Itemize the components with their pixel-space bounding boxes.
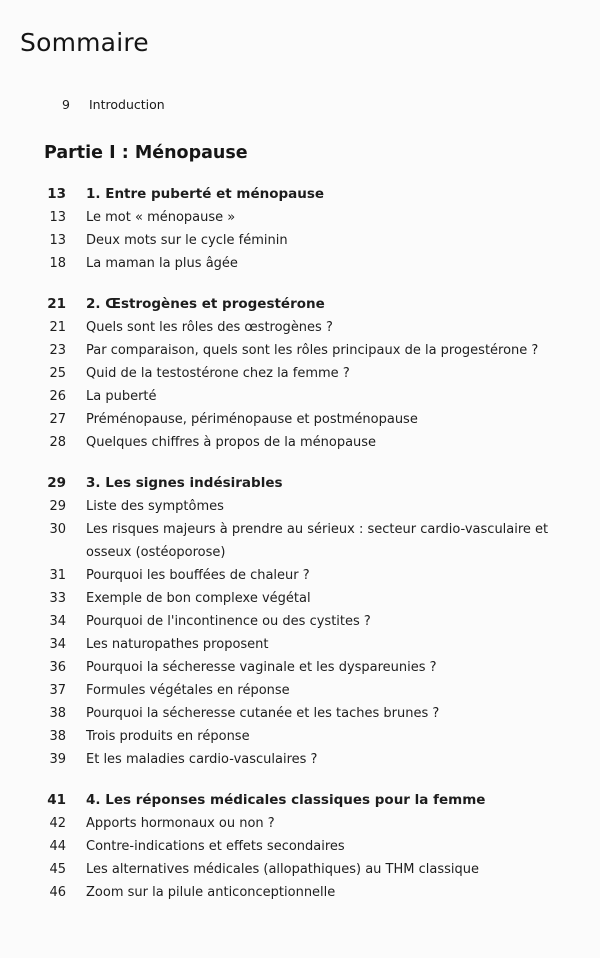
chapter-page-number: 41 [47,792,66,808]
list-item[interactable] [0,518,600,564]
item-page-number: 31 [49,568,66,583]
item-page-number: 13 [49,233,66,248]
chapter-1 [0,183,600,275]
part-title: Partie I : Ménopause [44,143,248,163]
chapter-title: 1. Entre puberté et ménopause [86,186,325,202]
item-page-number: 23 [49,343,66,358]
item-page-number: 45 [49,862,66,877]
item-label: La maman la plus âgée [86,256,238,271]
chapter-heading[interactable] [0,789,600,812]
item-page-number: 30 [49,522,66,537]
page-title: Sommaire [20,28,149,57]
table-of-contents [0,183,600,922]
item-page-number: 36 [49,660,66,675]
item-page-number: 26 [49,389,66,404]
item-page-number: 34 [49,637,66,652]
item-label: Trois produits en réponse [86,729,250,744]
item-label: Zoom sur la pilule anticonceptionnelle [86,885,336,900]
chapter-page-number: 13 [47,186,66,202]
item-page-number: 34 [49,614,66,629]
chapter-4 [0,789,600,904]
item-page-number: 38 [49,706,66,721]
item-label: Les naturopathes proposent [86,637,269,652]
item-page-number: 39 [49,752,66,767]
list-item[interactable] [0,431,600,454]
list-item[interactable] [0,564,600,587]
item-label: La puberté [86,389,157,404]
item-label: Exemple de bon complexe végétal [86,591,311,606]
item-label: Les risques majeurs à prendre au sérieux : secteur cardio-vasculaire et osseux (ostéoporose) [86,522,549,560]
item-label: Préménopause, périménopause et postménopause [86,412,418,427]
list-item[interactable] [0,495,600,518]
item-page-number: 42 [49,816,66,831]
list-item[interactable] [0,408,600,431]
item-page-number: 37 [49,683,66,698]
item-label: Deux mots sur le cycle féminin [86,233,288,248]
item-label: Par comparaison, quels sont les rôles principaux de la progestérone ? [86,343,539,358]
list-item[interactable] [0,385,600,408]
chapter-title: 3. Les signes indésirables [86,475,283,491]
list-item[interactable] [0,206,600,229]
item-label: Pourquoi de l'incontinence ou des cystites ? [86,614,371,629]
list-item[interactable] [0,587,600,610]
chapter-3 [0,472,600,771]
item-page-number: 29 [49,499,66,514]
item-page-number: 13 [49,210,66,225]
item-page-number: 25 [49,366,66,381]
item-label: Pourquoi la sécheresse cutanée et les taches brunes ? [86,706,440,721]
chapter-heading[interactable] [0,472,600,495]
list-item[interactable] [0,679,600,702]
list-item[interactable] [0,858,600,881]
list-item[interactable] [0,881,600,904]
list-item[interactable] [0,702,600,725]
item-label: Et les maladies cardio-vasculaires ? [86,752,318,767]
list-item[interactable] [0,339,600,362]
item-page-number: 28 [49,435,66,450]
item-label: Formules végétales en réponse [86,683,290,698]
list-item[interactable] [0,835,600,858]
list-item[interactable] [0,725,600,748]
list-item[interactable] [0,229,600,252]
chapter-heading[interactable] [0,293,600,316]
list-item[interactable] [0,316,600,339]
item-page-number: 44 [49,839,66,854]
item-label: Liste des symptômes [86,499,224,514]
item-page-number: 27 [49,412,66,427]
list-item[interactable] [0,610,600,633]
chapter-title: 2. Œstrogènes et progestérone [86,296,325,312]
list-item[interactable] [0,656,600,679]
item-page-number: 38 [49,729,66,744]
chapter-2 [0,293,600,454]
list-item[interactable] [0,252,600,275]
item-label: Le mot « ménopause » [86,210,236,225]
item-label: Apports hormonaux ou non ? [86,816,275,831]
item-page-number: 21 [49,320,66,335]
item-label: Quelques chiffres à propos de la ménopause [86,435,377,450]
item-label: Pourquoi la sécheresse vaginale et les dyspareunies ? [86,660,437,675]
list-item[interactable] [0,362,600,385]
list-item[interactable] [0,812,600,835]
list-item[interactable] [0,748,600,771]
chapter-title: 4. Les réponses médicales classiques pour la femme [86,792,486,808]
item-label: Quels sont les rôles des œstrogènes ? [86,320,333,335]
list-item[interactable] [0,633,600,656]
item-page-number: 33 [49,591,66,606]
chapter-page-number: 29 [47,475,66,491]
intro-entry[interactable] [0,97,600,117]
item-label: Quid de la testostérone chez la femme ? [86,366,350,381]
item-label: Pourquoi les bouffées de chaleur ? [86,568,310,583]
item-label: Les alternatives médicales (allopathiques) au THM classique [86,862,479,877]
item-label: Contre-indications et effets secondaires [86,839,345,854]
chapter-page-number: 21 [47,296,66,312]
intro-page-number: 9 [62,97,70,112]
intro-label: Introduction [89,97,165,112]
item-page-number: 18 [49,256,66,271]
chapter-heading[interactable] [0,183,600,206]
item-page-number: 46 [49,885,66,900]
